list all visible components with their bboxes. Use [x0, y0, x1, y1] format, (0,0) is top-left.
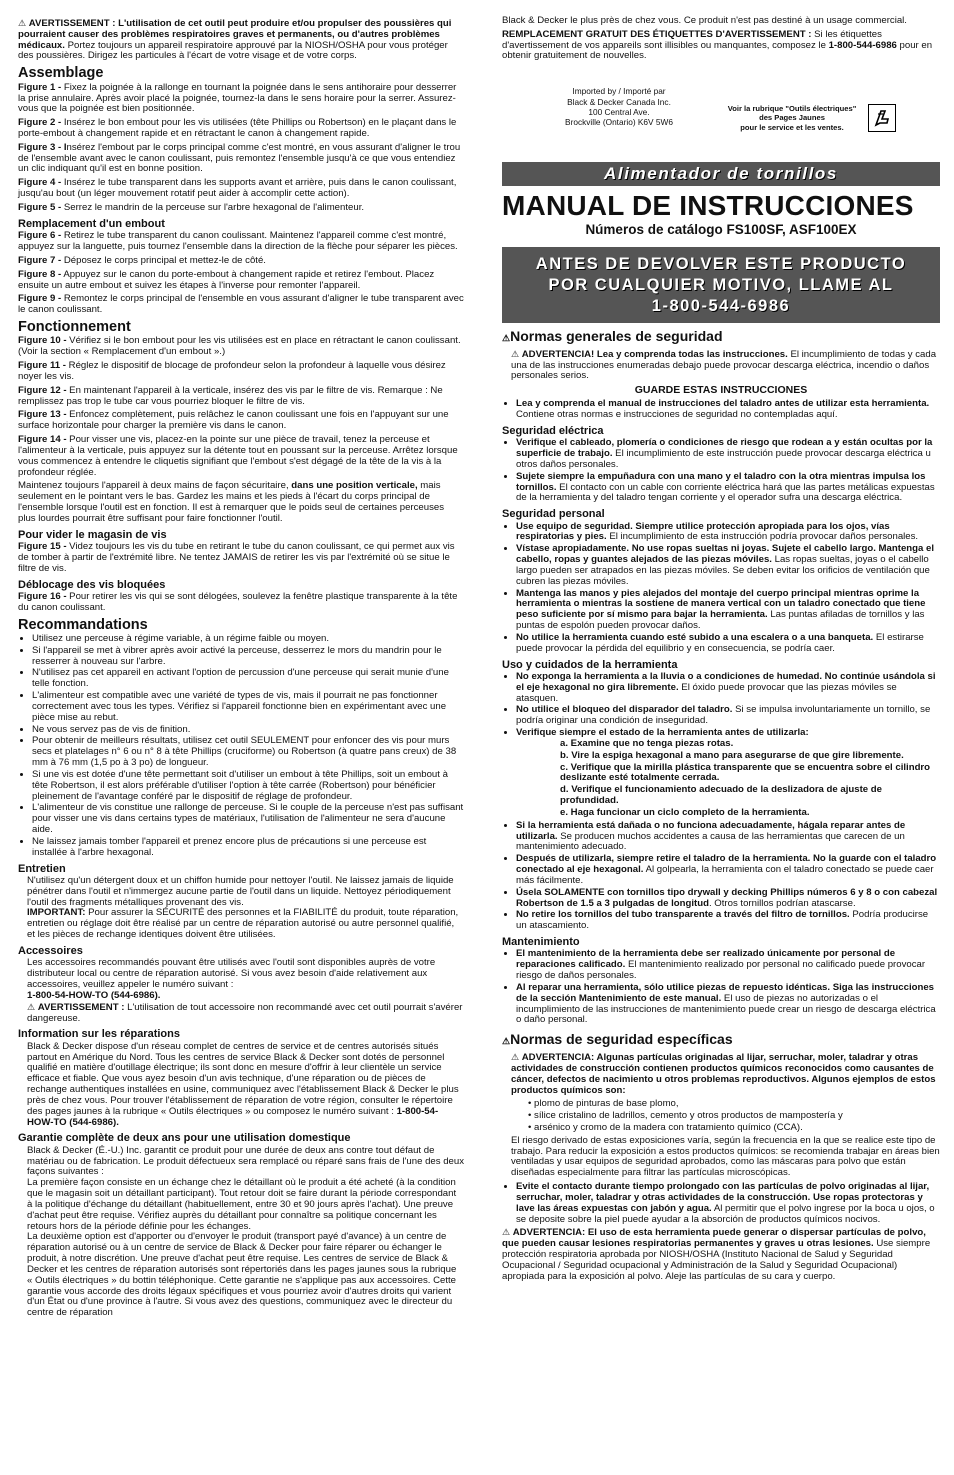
figure-text: Figure 10 - Vérifiez si le bon embout pour les vis utilisées est en place en rétractant le canon coulissant. (Voir la section « Remplacement d'un embout ».): [18, 335, 461, 358]
personal-list: [502, 522, 940, 655]
uso-list: [502, 672, 940, 932]
section-title-deblocage: Déblocage des vis bloquées: [18, 578, 166, 591]
list-item: • Verifique siempre el estado de la herramienta antes de utilizarla: a. Examine que no tenga piezas rotas. b. Vire la espiga hexagonal a mano para asegurarse de que gire libremente. c. Verifique que la mirilla plástica transparente que se encuentra sobre el cilindro deslizante esté totalmente cerrada. d. Verifique el funcionamiento adecuado de la deslizadora de ajuste de profundidad. e. Haga funcionar un ciclo completo de la herramienta.: [516, 728, 940, 819]
figure-text: Figure 13 - Enfoncez complètement, puis relâchez le canon coulissant une fois en l'appuyant sur une surface horizontale pour charger la première vis dans le canon.: [18, 409, 449, 432]
mantenimiento-list: [502, 949, 940, 1026]
figure-text: Figure 12 - En maintenant l'appareil à la verticale, insérez des vis par le filtre de vis. Remarque : Ne remplissez pas trop le tube car vous pourriez bloquer le filtre de vis.: [18, 384, 443, 407]
list-item: • sílice cristalino de ladrillos, cemento y otros productos de mampostería y: [528, 1110, 843, 1122]
list-item: • Utilisez une perceuse à régime variable, à un régime faible ou moyen.: [32, 634, 464, 645]
list-item: • Ne vous servez pas de vis de finition.: [32, 725, 464, 736]
information-text: Black & Decker dispose d'un réseau complet de centres de service et de centres autorisés situés partout en Amérique du Nord. Tous les centres de service Black & Decker sont dotés de personnel qualifié en matière d'outillage électrique; ils sont donc en mesure d'offrir à leur clientèle un service efficace et fiable. Que vous ayez besoin d'un avis technique, d'une réparation ou de pièces de rechange authentiques installées en usine, communiquez avec l'établissement Black & Decker le plus près de chez vous. Pour trouver l'établissement de réparation de votre région, consulter le répertoire des pages jaunes à la rubrique « Outils électriques » ou composez le numéro suivant : 1-800-54-HOW-TO (544-6986).: [27, 1040, 459, 1128]
accessoires-text: Les accessoires recommandés pouvant être utilisés avec l'outil sont disponibles auprès de votre distributeur local ou centre de réparation autorisé. Si vous avez besoin d'aide relativement aux accessoires, veuillez appeler le numéro suivant : 1-800-54-HOW-TO (544-6986). ⚠ AVERTISSEMENT : L'utilisation de tout accessoire non recommandé avec cet outil pourrait s'avérer dangereuse.: [27, 957, 463, 1024]
section-title-assemblage: Assemblage: [18, 65, 104, 82]
figure-text: Figure 8 - Appuyez sur le canon du porte-embout à changement rapide et retirez l'embout. Placez ensuite un autre embout et suivez les étapes à l'inverse pour remonter l'appareil.: [18, 268, 435, 291]
normas-list: [502, 399, 940, 421]
maintain-text: Maintenez toujours l'appareil à deux mains de façon sécuritaire, dans une position verticale, mais seulement en le pointant vers le bas. Gardez les mains et les pieds à l'écart du corps principal de l'ensemble lorsque l'outil est en fonction. Il est à remarquer que le poids seul de certaines perceuses plus lourdes pourrait être suffisant pour faire fonctionner l'outil.: [18, 480, 445, 524]
figure-text: Figure 11 - Réglez le dispositif de blocage de profondeur selon la profondeur à laquelle vous désirez noyer les vis.: [18, 360, 446, 382]
figure-text: Figure 6 - Retirez le tube transparent du canon coulissant. Maintenez l'appareil comme c'est montré, appuyez sur la languette, puis tournez l'ensemble dans la direction de la flèche pour séparer les pièces.: [18, 230, 458, 253]
label-replacement-text: REMPLACEMENT GRATUIT DES ÉTIQUETTES D'AVERTISSEMENT : Si les étiquettes d'avertissement de vos appareils sont illisibles ou manquantes, composez le 1-800-544-6986 pour en obtenir gratuitement de nouvelles.: [502, 28, 933, 62]
recommandations-list: [18, 634, 464, 859]
list-item: d. Verifique el funcionamiento adecuado de la deslizadora de ajuste de profundidad.: [560, 784, 883, 807]
section-title-accessoires: Accessoires: [18, 944, 83, 957]
list-item: • Pour obtenir de meilleurs résultats, utilisez cet outil SEULEMENT pour enfoncer des vis pour murs secs et platelages n° 6 ou n° 8 à tête Phillips (cruciforme) ou Robertson (à quatre pans creux) de 38 mm à 76 mm (1,5 po à 3 po) de longueur.: [32, 736, 464, 768]
list-item: • Use equipo de seguridad. Siempre utilice protección apropiada para los ojos, vías respiratorias y pies. El incumplimiento de esta instrucción podría provocar daños personales.: [516, 522, 940, 544]
yellow-pages-note: Voir la rubrique "Outils électriques" des Pages Jaunes pour le service et les ventes.: [727, 104, 857, 132]
advertencia-text: ⚠ ADVERTENCIA! Lea y comprenda todas las instrucciones. El incumplimiento de todas y cada una de las instrucciones enumeradas debajo puede provocar descarga eléctrica, incendio o daños personales serios.: [511, 348, 937, 382]
figure-text: Figure 9 - Remontez le corps principal de l'ensemble en vous assurant d'aligner le tube transparent avec le canon coulissant.: [18, 293, 464, 316]
warning-icon: ⚠: [502, 332, 511, 343]
list-item: b. Vire la espiga hexagonal a mano para asegurarse de que gire libremente.: [560, 749, 904, 761]
figure-text: Figure 1 - Fixez la poignée à la rallonge en tournant la poignée dans le sens antihoraire pour desserrer la prise annulaire. Après avoir placé la poignée, tournez-la dans le sens horaire pour la serrer. Assurez-vous que la poignée est bien positionnée.: [18, 81, 457, 115]
right-column: [502, 16, 940, 1286]
return-notice-box: ANTES DE DEVOLVER ESTE PRODUCTO POR CUALQUIER MOTIVO, LLAME AL 1-800-544-6986: [502, 247, 940, 323]
warning-icon: ⚠: [502, 1227, 511, 1238]
garantie-text: La première façon consiste en un échange chez le détaillant où le produit a été acheté (à la condition que le magasin soit un détaillant participant). Tout retour doit se faire durant la période correspondant à la politique d'échange du détaillant (habituellement, entre 30 et 90 jours après l'achat). Une preuve d'achat peut être requise. Vérifiez auprès du détaillant pour connaître sa politique concernant les retours hors de la période définie pour les échanges.: [27, 1177, 457, 1232]
section-title-normas: ⚠Normas generales de seguridad: [502, 327, 723, 344]
section-title-personal: Seguridad personal: [502, 508, 605, 521]
manual-title: MANUAL DE INSTRUCCIONES: [502, 190, 914, 222]
list-item: • No exponga la herramienta a la lluvia o a condiciones de humedad. No continúe usándola si el eje hexagonal no gira libremente. El óxido puede provocar que las piezas móviles se atasquen.: [516, 672, 940, 704]
list-item: • Verifique el cableado, plomería o condiciones de riesgo que rodean a y están ocultas por la superficie de trabajo. El incumplimiento de este instrucción puede provocar descarga eléctrica u otros daños personales.: [516, 438, 940, 470]
figure-text: Figure 2 - Insérez le bon embout pour les vis utilisées (tête Phillips ou Robertson) en le plaçant dans le porte-embout à changement rapide et en rétractant le canon à changement rapide.: [18, 117, 457, 139]
riesgo-text: El riesgo derivado de estas exposiciones varía, según la frecuencia en la que se realice este tipo de trabajo. Para reducir la exposición a estos productos químicos: se recomienda trabajar en áreas bien ventiladas y usar equipos de seguridad aprobados, como las máscaras para polvo que están diseñadas especialmente para filtrar las partículas microscópicas.: [511, 1134, 940, 1179]
warning-icon: ⚠: [511, 1052, 520, 1063]
figure-text: Figure 3 - Insérez l'embout par le corps principal comme c'est montré, en vous assurant d'aligner le trou de l'ensemble avant avec le canon coulissant, puis remontez l'ensemble jusqu'à ce que vous entendiez un clic indiquant qu'il est en bonne position.: [18, 141, 461, 175]
list-item: • Después de utilizarla, siempre retire el taladro de la herramienta. No la guarde con el taladro conectado al eje hexagonal. Al golpearla, la herramienta con el taladro conectado se puede caer más fácilmente.: [516, 854, 940, 886]
french-column: [18, 18, 464, 1319]
figure-text: Figure 5 - Serrez le mandrin de la perceuse sur l'arbre hexagonal de l'alimenteur.: [18, 201, 365, 213]
list-item: • Si l'appareil se met à vibrer après avoir activé la perceuse, desserrez le mors du mandrin pour le resserrer à nouveau sur l'arbre.: [32, 646, 464, 668]
list-item: • No utilice el bloqueo del disparador del taladro. Si se impulsa involuntariamente un tornillo, se podría originar una condición de inseguridad.: [516, 705, 940, 727]
list-item: • L'alimenteur de vis constitue une rallonge de perceuse. Si le couple de la perceuse n'est pas suffisant pour visser une vis dans certains types de matériaux, l'utilisation de l'alimenteur ne sera d'aucune aide.: [32, 803, 464, 835]
list-item: • Evite el contacto durante tiempo prolongado con las partículas de polvo originadas al lijar, serruchar, moler, taladrar y otras actividades de la construcción. Use ropas protectoras y lave las áreas expuestas con jabón y agua. Al permitir que el polvo ingrese por la boca u ojos, o se deposite sobre la piel puede ayudar a la absorción de productos químicos nocivos.: [516, 1182, 940, 1225]
figure-text: Figure 7 - Déposez le corps principal et mettez-le de côté.: [18, 254, 266, 266]
garantie-text: La deuxième option est d'apporter ou d'envoyer le produit (transport payé d'avance) à un centre de réparation autorisé ou à un centre de service de Black & Decker pour faire réparer ou échanger le produit, à notre discrétion. Une preuve d'achat peut être requise. Les centres de service de Black & Decker et les centres de réparation autorisés sont répertoriés dans les pages jaunes sous la rubrique « Outils électriques » du bottin téléphonique. Cette garantie ne s'applique pas aux accessoires. Cette garantie vous accorde des droits légaux spécifiques et vous pourriez avoir d'autres droits qui varient d'un État ou d'une province à l'autre. Si vous avez des questions, communiquez avec le directeur du centre de réparation: [27, 1231, 457, 1319]
warning-icon: ⚠: [18, 18, 27, 28]
figure-text: Figure 4 - Insérez le tube transparent dans les supports avant et arrière, puis dans le canon coulissant, jusqu'au bout (un léger mouvement rotatif peut aider à accomplir cette action).: [18, 177, 457, 200]
figure-text: Figure 16 - Pour retirer les vis qui se sont délogées, soulevez la fenêtre plastique transparente à la tête du canon coulissant.: [18, 590, 458, 613]
yellow-pages-icon: [868, 104, 896, 132]
warning-icon: ⚠: [511, 348, 520, 359]
list-item: • Vístase apropiadamente. No use ropas sueltas ni joyas. Sujete el cabello largo. Mantenga el cabello, ropas y guantes alejados de las piezas móviles. Las ropas sueltas, joyas o el cabello largo pueden ser atrapados en las piezas móviles. Se deben evitar los orificios de ventilación que cubren las piezas móviles.: [516, 544, 940, 587]
continued-text: Black & Decker le plus près de chez vous. Ce produit n'est pas destiné à un usage commercial.: [502, 15, 907, 26]
section-title-garantie: Garantie complète de deux ans pour une utilisation domestique: [18, 1132, 351, 1145]
guarde-heading: GUARDE ESTAS INSTRUCCIONES: [634, 384, 808, 397]
list-item: • Lea y comprenda el manual de instrucciones del taladro antes de utilizar esta herramienta. Contiene otras normas e instrucciones de seguridad no contempladas aquí.: [516, 399, 940, 421]
intro-warning: ⚠ AVERTISSEMENT : L'utilisation de cet outil peut produire et/ou propulser des poussières qui pourraient causer des problèmes respiratoires graves et permanents, ou d'autres problèmes médicaux. Portez toujours un appareil respiratoire approuvé par la NIOSH/OSHA pour vous protéger des poussières. Dirigez les particules à l'écart de votre visage et de votre corps.: [18, 18, 452, 62]
section-title-entretien: Entretien: [18, 862, 66, 875]
warning-icon: ⚠: [27, 1001, 36, 1012]
section-title-especificas: ⚠Normas de seguridad específicas: [502, 1031, 733, 1048]
list-item: • plomo de pinturas de base plomo,: [528, 1098, 679, 1110]
section-title-remplacement: Remplacement d'un embout: [18, 217, 165, 230]
product-banner: Alimentador de tornillos: [502, 162, 940, 186]
list-item: • No utilice la herramienta cuando esté subido a una escalera o a una banqueta. El estirarse puede provocar la pérdida del equilibrio y en consecuencia, se podría caer.: [516, 633, 940, 655]
list-item: • Al reparar una herramienta, sólo utilice piezas de repuesto idénticas. Siga las instrucciones de la sección Mantenimiento de este manual. El uso de piezas no autorizadas o el incumplimiento de las instrucciones de mantenimiento puede crear un riesgo de descarga eléctrica o daño personal.: [516, 983, 940, 1026]
list-item: • Si la herramienta está dañada o no funciona adecuadamente, hágala reparar antes de utilizarla. Se producen muchos accidentes a causa de las herramientas que carecen de un mantenimiento adecuado.: [516, 821, 940, 853]
list-item: • Si une vis est dotée d'une tête permettant soit d'utiliser un embout à tête Phillips, soit un embout à tête Robertson, il est alors préférable d'utiliser l'option à tête carrée (Robertson) pour bénéficier pleinement de l'avantage conféré par le dispositif de réglage de profondeur.: [32, 770, 464, 802]
list-item: • Úsela SOLAMENTE con tornillos tipo drywall y decking Phillips números 6 y 8 o con cabezal Robertson de 1.5 a 3 pulgadas de longitud. Otros tornillos podrían atascarse.: [516, 888, 940, 910]
advertencia-quimicos: ⚠ ADVERTENCIA: Algunas partículas originadas al lijar, serruchar, moler, taladrar y otras actividades de construcción contienen productos químicos reconocidos como causantes de cáncer, defectos de nacimiento u otros problemas reproductivos. Algunos ejemplos de estos productos químicos son:: [511, 1052, 936, 1096]
list-item: • L'alimenteur est compatible avec une variété de types de vis, mais il pourrait ne pas fonctionner correctement avec tous les types. Vérifiez si l'appareil fonctionne bien en expérimentant avec une pièce mise au rebut.: [32, 691, 464, 723]
electrica-list: [502, 438, 940, 504]
advertencia-polvo: ⚠ ADVERTENCIA: El uso de esta herramienta puede generar o dispersar partículas de polvo, que pueden causar lesiones respiratorias permanentes y graves u otras lesiones. Use siempre protección respiratoria aprobada por NIOSH/OSHA (Instituto Nacional de Salud y Seguridad Ocupacional / Seguridad ocupacional y Administración de la Salud y Seguridad Ocupacional) apropiada para la exposición al polvo. Aleje las partículas de su cara y cuerpo.: [502, 1227, 931, 1282]
evite-list: [502, 1182, 940, 1225]
section-title-vider: Pour vider le magasin de vis: [18, 528, 167, 541]
list-item: • El mantenimiento de la herramienta debe ser realizado únicamente por personal de reparaciones calificado. El mantenimiento realizado por personal no calificado puede provocar riesgo de daños personales.: [516, 949, 940, 981]
list-item: • Ne laissez jamais tomber l'appareil et prenez encore plus de précautions si une perceuse est installée à l'arbre hexagonal.: [32, 837, 464, 859]
section-title-electrica: Seguridad eléctrica: [502, 424, 604, 437]
catalog-numbers: Números de catálogo FS100SF, ASF100EX: [585, 221, 857, 237]
figure-text: Figure 14 - Pour visser une vis, placez-en la pointe sur une pièce de travail, tenez la perceuse et l'alimenteur à la verticale, puis appuyez sur la détente tout en poussant sur la perceuse. Arrêtez lorsque vous commencez à entendre le cliquetis signifiant que l'embout s'est dégagé de la tête de la vis à la profondeur réglée.: [18, 434, 458, 478]
list-item: • Sujete siempre la empuñadura con una mano y el taladro con la otra mientras impulsa los tornillos. El contacto con un cable con corriente eléctrica hará que las partes metálicas expuestas de la herramienta y del taladro tengan corriente y el operador sufra una descarga eléctrica.: [516, 472, 940, 504]
section-title-fonctionnement: Fonctionnement: [18, 319, 131, 336]
section-title-mantenimiento: Mantenimiento: [502, 935, 580, 948]
entretien-text: N'utilisez qu'un détergent doux et un chiffon humide pour nettoyer l'outil. Ne laissez jamais de liquide pénétrer dans l'outil et n'immergez aucune partie de l'outil dans un liquide. Nettoyez périodiquement l'outil des fragments métalliques provenant des vis. IMPORTANT: Pour assurer la SÉCURITÉ des personnes et la FIABILITÉ du produit, toute réparation, entretien ou réglage doit être réalisé par un centre de réparation autorisé ou autre personnel qualifié, et les pièces de rechange identiques doivent être utilisées.: [27, 874, 459, 941]
list-item: • N'utilisez pas cet appareil en activant l'option de percussion d'une perceuse qui serait munie d'une telle fonction.: [32, 668, 464, 690]
check-list: [516, 739, 940, 819]
list-item: • arsénico y cromo de la madera con tratamiento químico (CCA).: [528, 1121, 803, 1133]
importer-block: [502, 86, 940, 156]
figure-text: Figure 15 - Videz toujours les vis du tube en retirant le tube du canon coulissant, ce qui permet aux vis de tomber à partir de l'extrémité libre. Ne tentez JAMAIS de retirer les vis par l'extrémité où se situe le filtre de vis.: [18, 541, 455, 574]
warning-icon: ⚠: [502, 1036, 511, 1047]
garantie-text: Black & Decker (É.-U.) Inc. garantit ce produit pour une durée de deux ans contre tout défaut de matériau ou de fabrication. Le produit défectueux sera remplacé ou réparé sans frais de l'une des deux façons suivantes :: [27, 1144, 465, 1178]
section-title-information: Information sur les réparations: [18, 1028, 180, 1041]
list-item: • No retire los tornillos del tubo transparente a través del filtro de tornillos. Podría producirse un atascamiento.: [516, 910, 940, 932]
importer-address: Imported by / Importé par Black & Decker Canada Inc. 100 Central Ave. Brockville (Ontario) K6V 5W6: [565, 86, 673, 128]
list-item: a. Examine que no tenga piezas rotas.: [560, 737, 734, 749]
section-title-recommandations: Recommandations: [18, 616, 148, 633]
list-item: e. Haga funcionar un ciclo completo de la herramienta.: [560, 806, 810, 818]
section-title-uso: Uso y cuidados de la herramienta: [502, 658, 678, 671]
list-item: • Mantenga las manos y pies alejados del montaje del cuerpo principal mientras oprime la herramienta o mientras la sostiene de manera vertical con un taladro conectado que tiene peso suficiente por sí mismo para bajar la herramienta. Las puntas afiladas de tornillos y las puntas de espolón pueden provocar daños.: [516, 589, 940, 632]
chemicals-list: [502, 1099, 940, 1133]
list-item: c. Verifique que la mirilla plástica transparente que se encuentra sobre el cilindro deslizante esté totalmente cerrada.: [560, 761, 931, 784]
